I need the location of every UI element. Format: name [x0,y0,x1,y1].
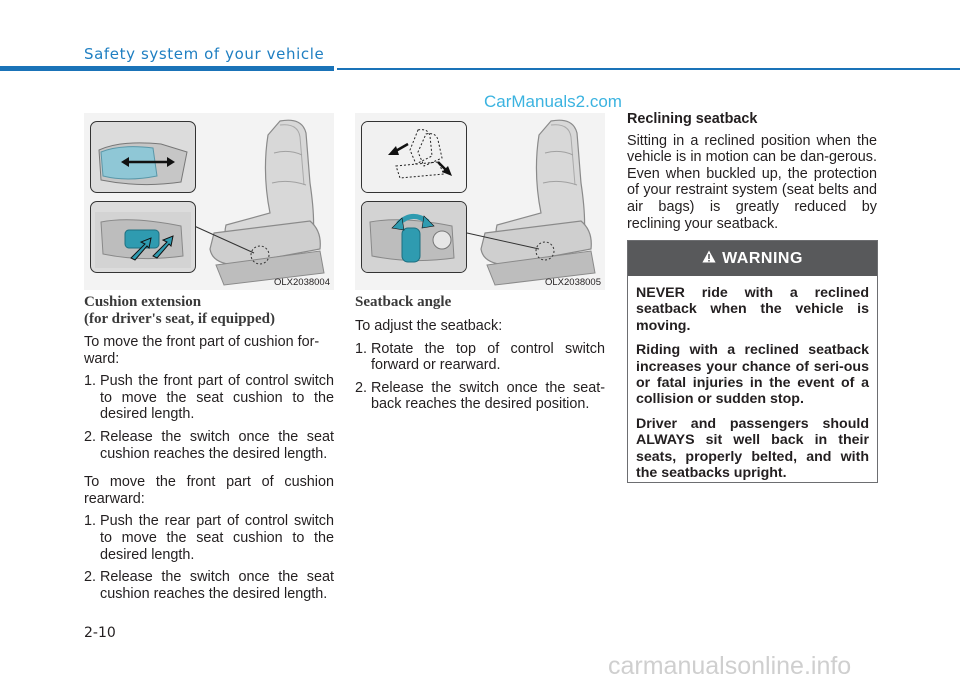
warning-body [628,276,877,481]
cushion-extension-subheading: (for driver's seat, if equipped) [84,311,275,327]
list-number: 1. [84,373,97,390]
warning-title: WARNING [722,249,803,267]
warning-paragraph: Driver and passengers should ALWAYS sit well back in their seats, properly belted, and with the seatbacks upright. [636,415,869,482]
intro-forward: To move the front part of cushion for-ward: [84,334,320,367]
seatback-intro: To adjust the seatback: [355,318,503,334]
warning-box [627,240,878,483]
reclining-seatback-heading: Reclining seatback [627,111,758,127]
list-number: 2. [84,428,97,445]
section-title: Safety system of your vehicle [84,45,325,63]
list-text: Release the switch once the seat-back reaches the desired position. [371,379,605,413]
header-rule-thin [337,68,960,70]
page-number: 2-10 [84,625,116,641]
inset-cushion-switch [90,201,196,273]
list-item [84,513,334,563]
warning-header [628,241,877,276]
seatback-angle-heading: Seatback angle [355,294,452,310]
warning-paragraph: NEVER ride with a reclined seatback when the vehicle is moving. [636,285,869,334]
watermark-top: CarManuals2.com [484,92,622,111]
list-text: Release the switch once the seat cushion reaches the desired length. [100,569,334,602]
list-number: 2. [355,379,368,396]
list-number: 2. [84,569,97,586]
seatback-angle-section [355,294,605,419]
list-text: Push the front part of control switch to move the seat cushion to the desired length. [100,373,334,423]
warning-triangle-icon [702,250,716,268]
intro-rearward: To move the front part of cushion rearward: [84,474,334,507]
reclining-seatback-section [627,111,877,238]
inset-cushion-top [90,121,196,193]
cushion-extension-heading: Cushion extension [84,294,202,310]
list-text: Push the rear part of control switch to move the seat cushion to the desired length. [100,513,334,563]
list-number: 1. [84,513,97,530]
list-item [84,373,334,423]
list-text: Rotate the top of control switch forward or rearward. [371,340,605,374]
reclining-seatback-body: Sitting in a reclined position when the vehicle is in motion can be dan-gerous. Even when buckled up, the protection of your restraint system (seat belts and air bags) is greatly reduced by reclining your seatback. [627,132,877,232]
list-item [84,569,334,602]
inset-seatback-switch [361,201,467,273]
warning-paragraph: Riding with a reclined seatback increases your chance of seri-ous or fatal injuries in the event of a collision or sudden stop. [636,342,869,408]
figure-seatback-angle [355,113,605,290]
figure-cushion-extension [84,113,334,290]
figure-code: OLX2038004 [274,277,330,288]
list-item [355,380,605,413]
inset-seatback-motion [361,121,467,193]
header-rule-thick [0,66,334,71]
list-number: 1. [355,340,368,357]
watermark-bottom: carmanualsonline.info [608,652,852,680]
figure-code: OLX2038005 [545,277,601,288]
cushion-extension-section [84,294,334,608]
list-item [84,429,334,462]
list-text: Release the switch once the seat cushion reaches the desired length. [100,428,334,462]
list-item [355,341,605,374]
